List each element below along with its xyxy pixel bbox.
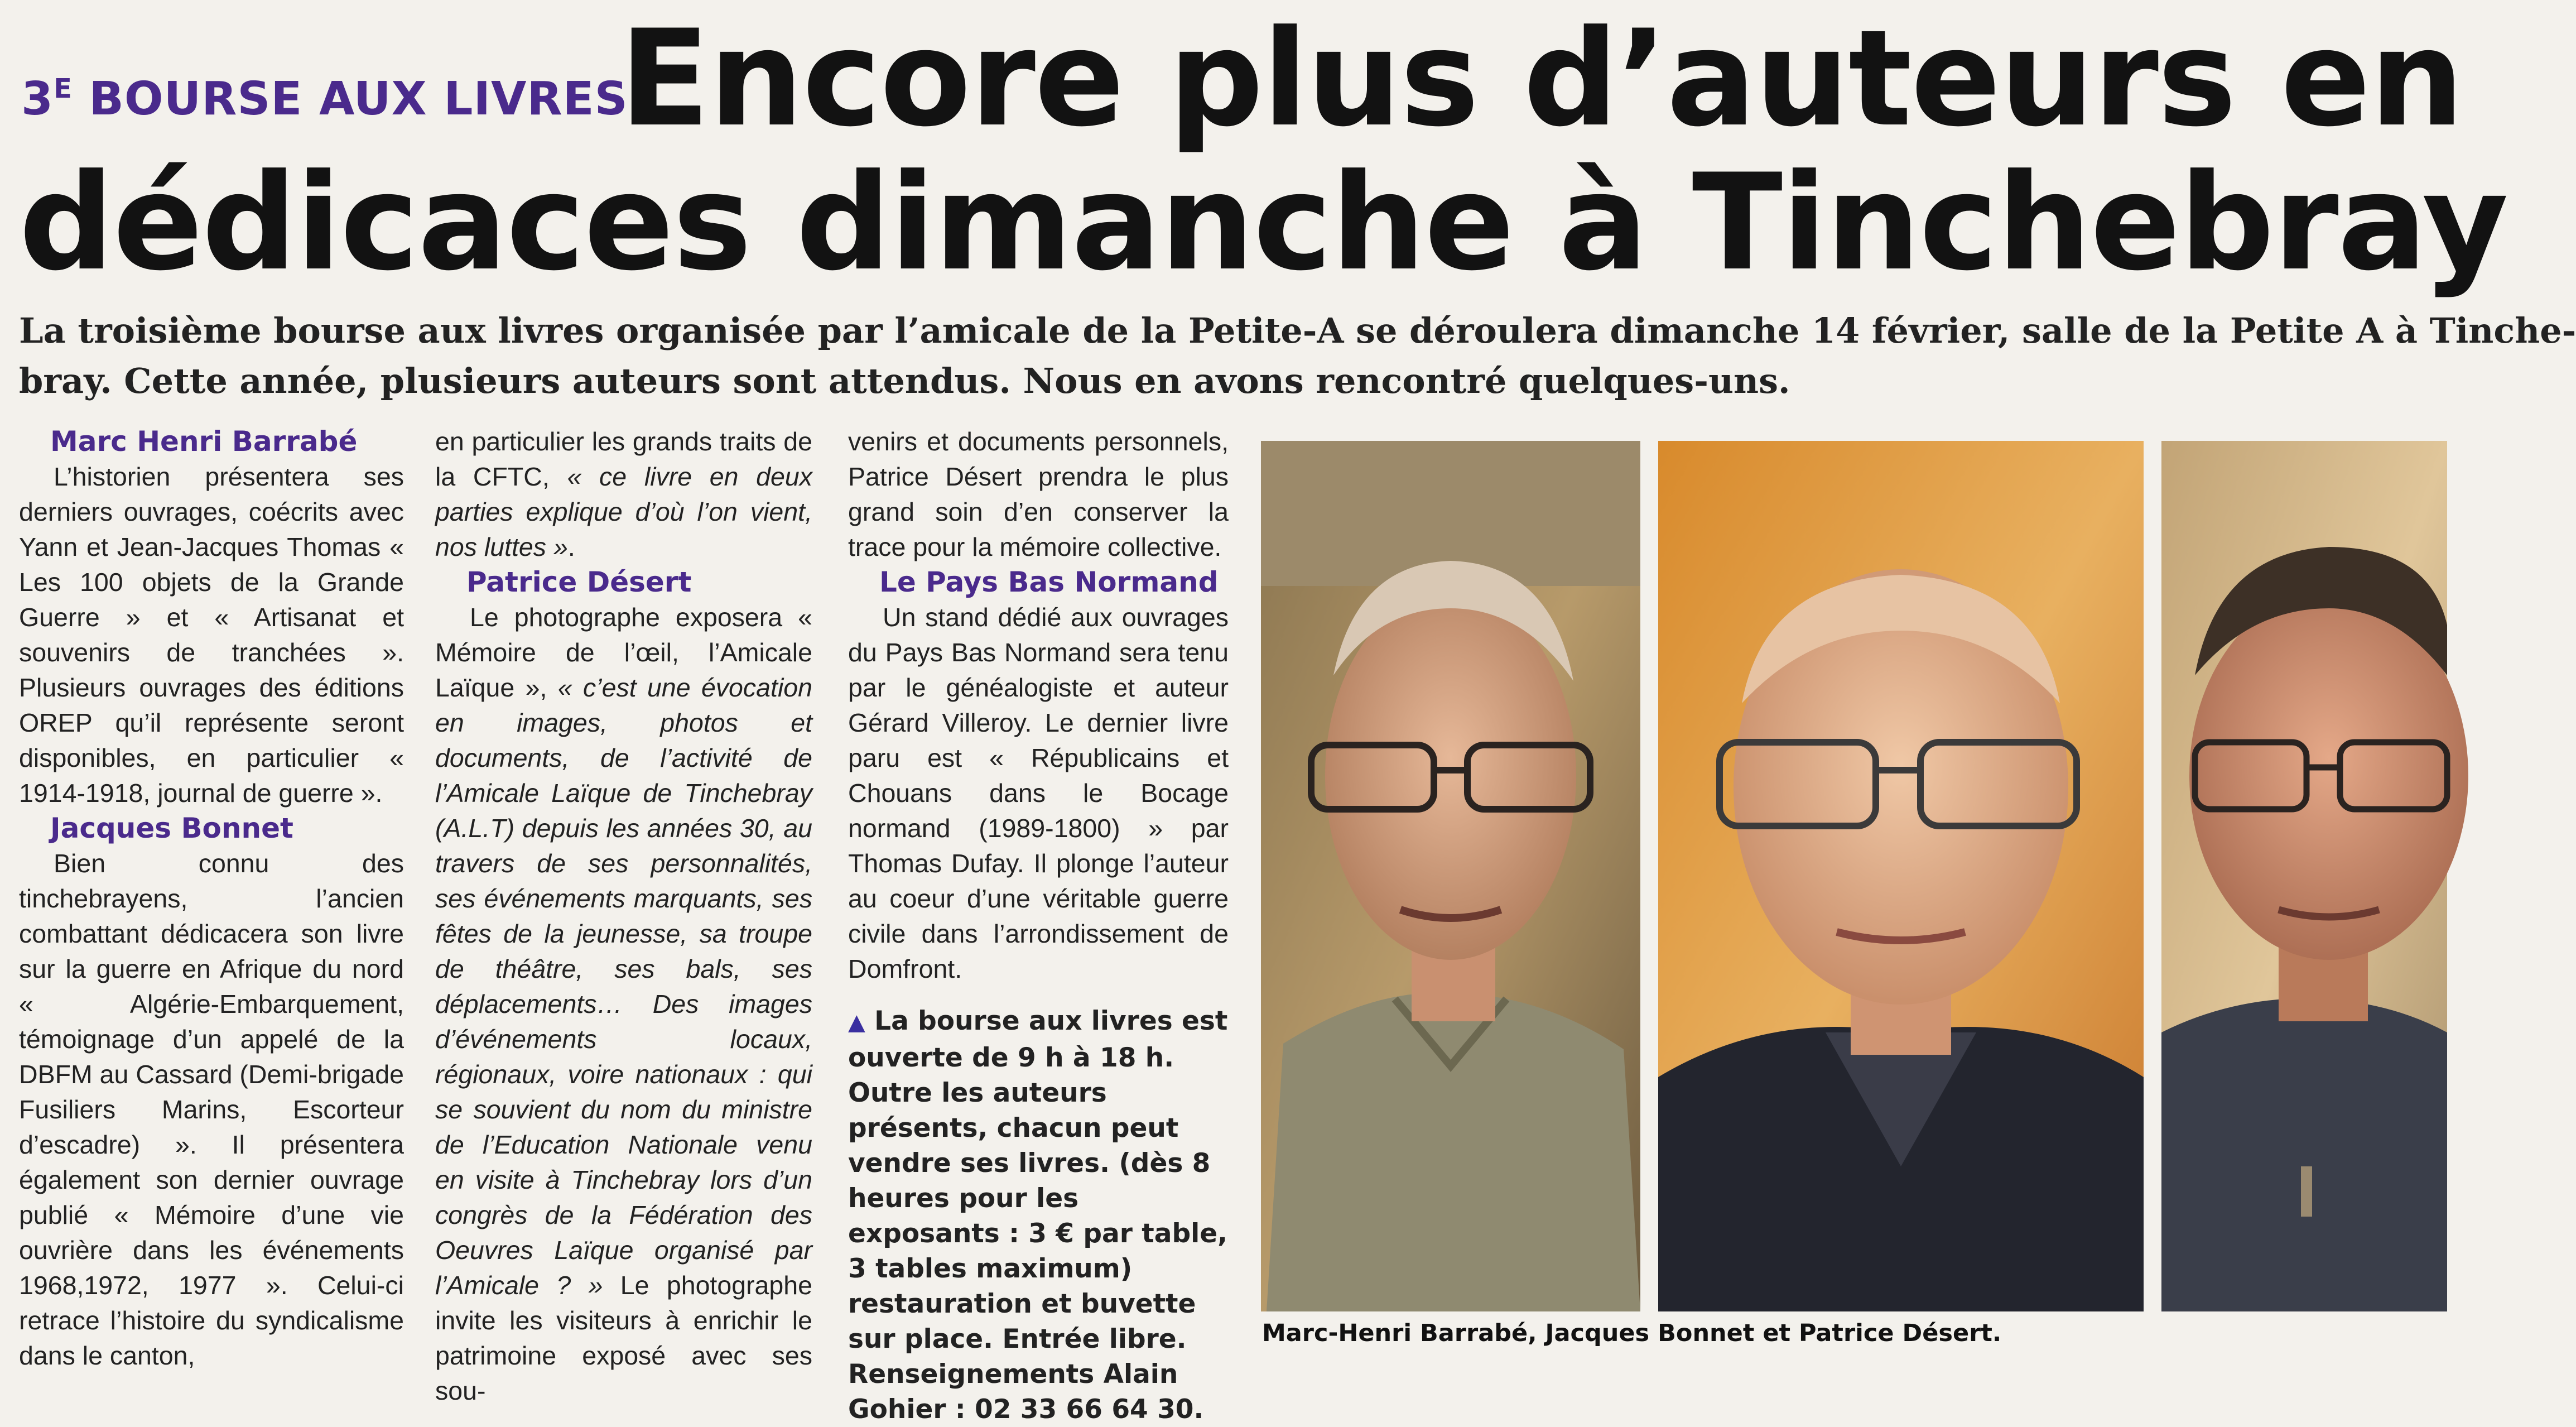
- paragraph-barrabe: L’historien présentera ses derniers ouvrages, coécrits avec Yann et Jean-Jacques Thomas « Les 100 objets de la Grande Guerre » et « Artisanat et souvenirs de tranchées ». Plusieurs ouvrages des éditions OREP qu’il représente seront disponibles, en particulier « 1914-1918, journal de guerre ».: [19, 462, 404, 808]
- paragraph-pays-bas-normand: Un stand dédié aux ouvrages du Pays Bas Normand sera tenu par le généalogiste et auteur Gérard Villeroy. Le dernier livre paru est « Républicains et Chouans dans le Bocage normand (1989-1800) » par Thomas Dufay. Il plonge l’auteur au coeur d’une véritable guerre civile dans l’arrondissement de Domfront.: [848, 603, 1229, 983]
- photo-marc-henri-barrabe: [1261, 441, 1640, 1311]
- text-column-1: [19, 424, 404, 1373]
- photo-caption: Marc-Henri Barrabé, Jacques Bonnet et Patrice Désert.: [1262, 1319, 2002, 1347]
- paragraph-desert-continued: venirs et documents personnels, Patrice Désert prendra le plus grand soin d’en conserver la trace pour la mémoire collective.: [848, 427, 1229, 561]
- headline-line-2: dédicaces dimanche à Tinchebray: [19, 146, 2508, 300]
- article-kicker: $3^E$ BOURSE AUX LIVRES.: [21, 73, 646, 126]
- text-column-2: [435, 424, 812, 1409]
- text-column-3: [848, 424, 1229, 1427]
- paragraph-desert: Le photographe exposera « Mémoire de l’œil, l’Amicale Laïque », « c’est une évocation en images, photos et documents, de l’activité de l’Amicale Laïque de Tinchebray (A.L.T) depuis les années 30, au travers de ses personnalités, ses événements marquants, ses fêtes de la jeunesse, sa troupe de théâtre, ses bals, ses déplacements… Des images d’événements locaux, régionaux, voire nationaux : qui se souvient du nom du ministre de l’Education Nationale venu en visite à Tinchebray lors d’un congrès de la Fédération des Oeuvres Laïque organisé par l’Amicale ? » Le photographe invite les visiteurs à enrichir le patrimoine exposé avec ses sou-: [435, 603, 813, 1405]
- section-title-barrabe: Marc Henri Barrabé: [50, 425, 358, 458]
- paragraph-bonnet: Bien connu des tinchebrayens, l’ancien combattant dédicacera son livre sur la guerre en Afrique du nord « Algérie-Embarquement, témoignage d’un appelé de la DBFM au Cassard (Demi-brigade Fusiliers Marins, Escorteur d’escadre) ». Il présentera également son dernier ouvrage publié « Mémoire d’une vie ouvrière dans les événements 1968,1972, 1977 ». Celui-ci retrace l’histoire du syndicalisme dans le canton,: [19, 849, 404, 1370]
- section-title-desert: Patrice Désert: [466, 566, 692, 598]
- section-title-pays-bas-normand: Le Pays Bas Normand: [879, 566, 1219, 598]
- triangle-marker-icon: ▲: [848, 1010, 865, 1035]
- section-title-bonnet: Jacques Bonnet: [50, 812, 293, 844]
- lead-line-1: La troisième bourse aux livres organisée par l’amicale de la Petite-A se déroulera dimanche 14 février, salle de la Petite A à Tinche-: [19, 310, 2576, 351]
- paragraph-bonnet-continued: en particulier les grands traits de la CFTC, « ce livre en deux parties explique d’où l’on vient, nos luttes ».: [435, 427, 813, 561]
- headline-line-1: Encore plus d’auteurs en: [619, 2, 2463, 156]
- practical-info: ▲ La bourse aux livres est ouverte de 9 h à 18 h. Outre les auteurs présents, chacun peut vendre ses livres. (dès 8 heures pour les exposants : 3 € par table, 3 tables maximum) restauration et buvette sur place. Entrée libre. Renseignements Alain Gohier : 02 33 66 64 30.: [848, 1006, 1228, 1425]
- photo-jacques-bonnet: [1658, 441, 2144, 1311]
- photo-patrice-desert: [2161, 441, 2447, 1311]
- author-photos: [1261, 441, 2447, 1311]
- article-lead: [19, 306, 2576, 406]
- lead-line-2: bray. Cette année, plusieurs auteurs sont attendus. Nous en avons rencontré quelques-uns.: [19, 361, 1790, 401]
